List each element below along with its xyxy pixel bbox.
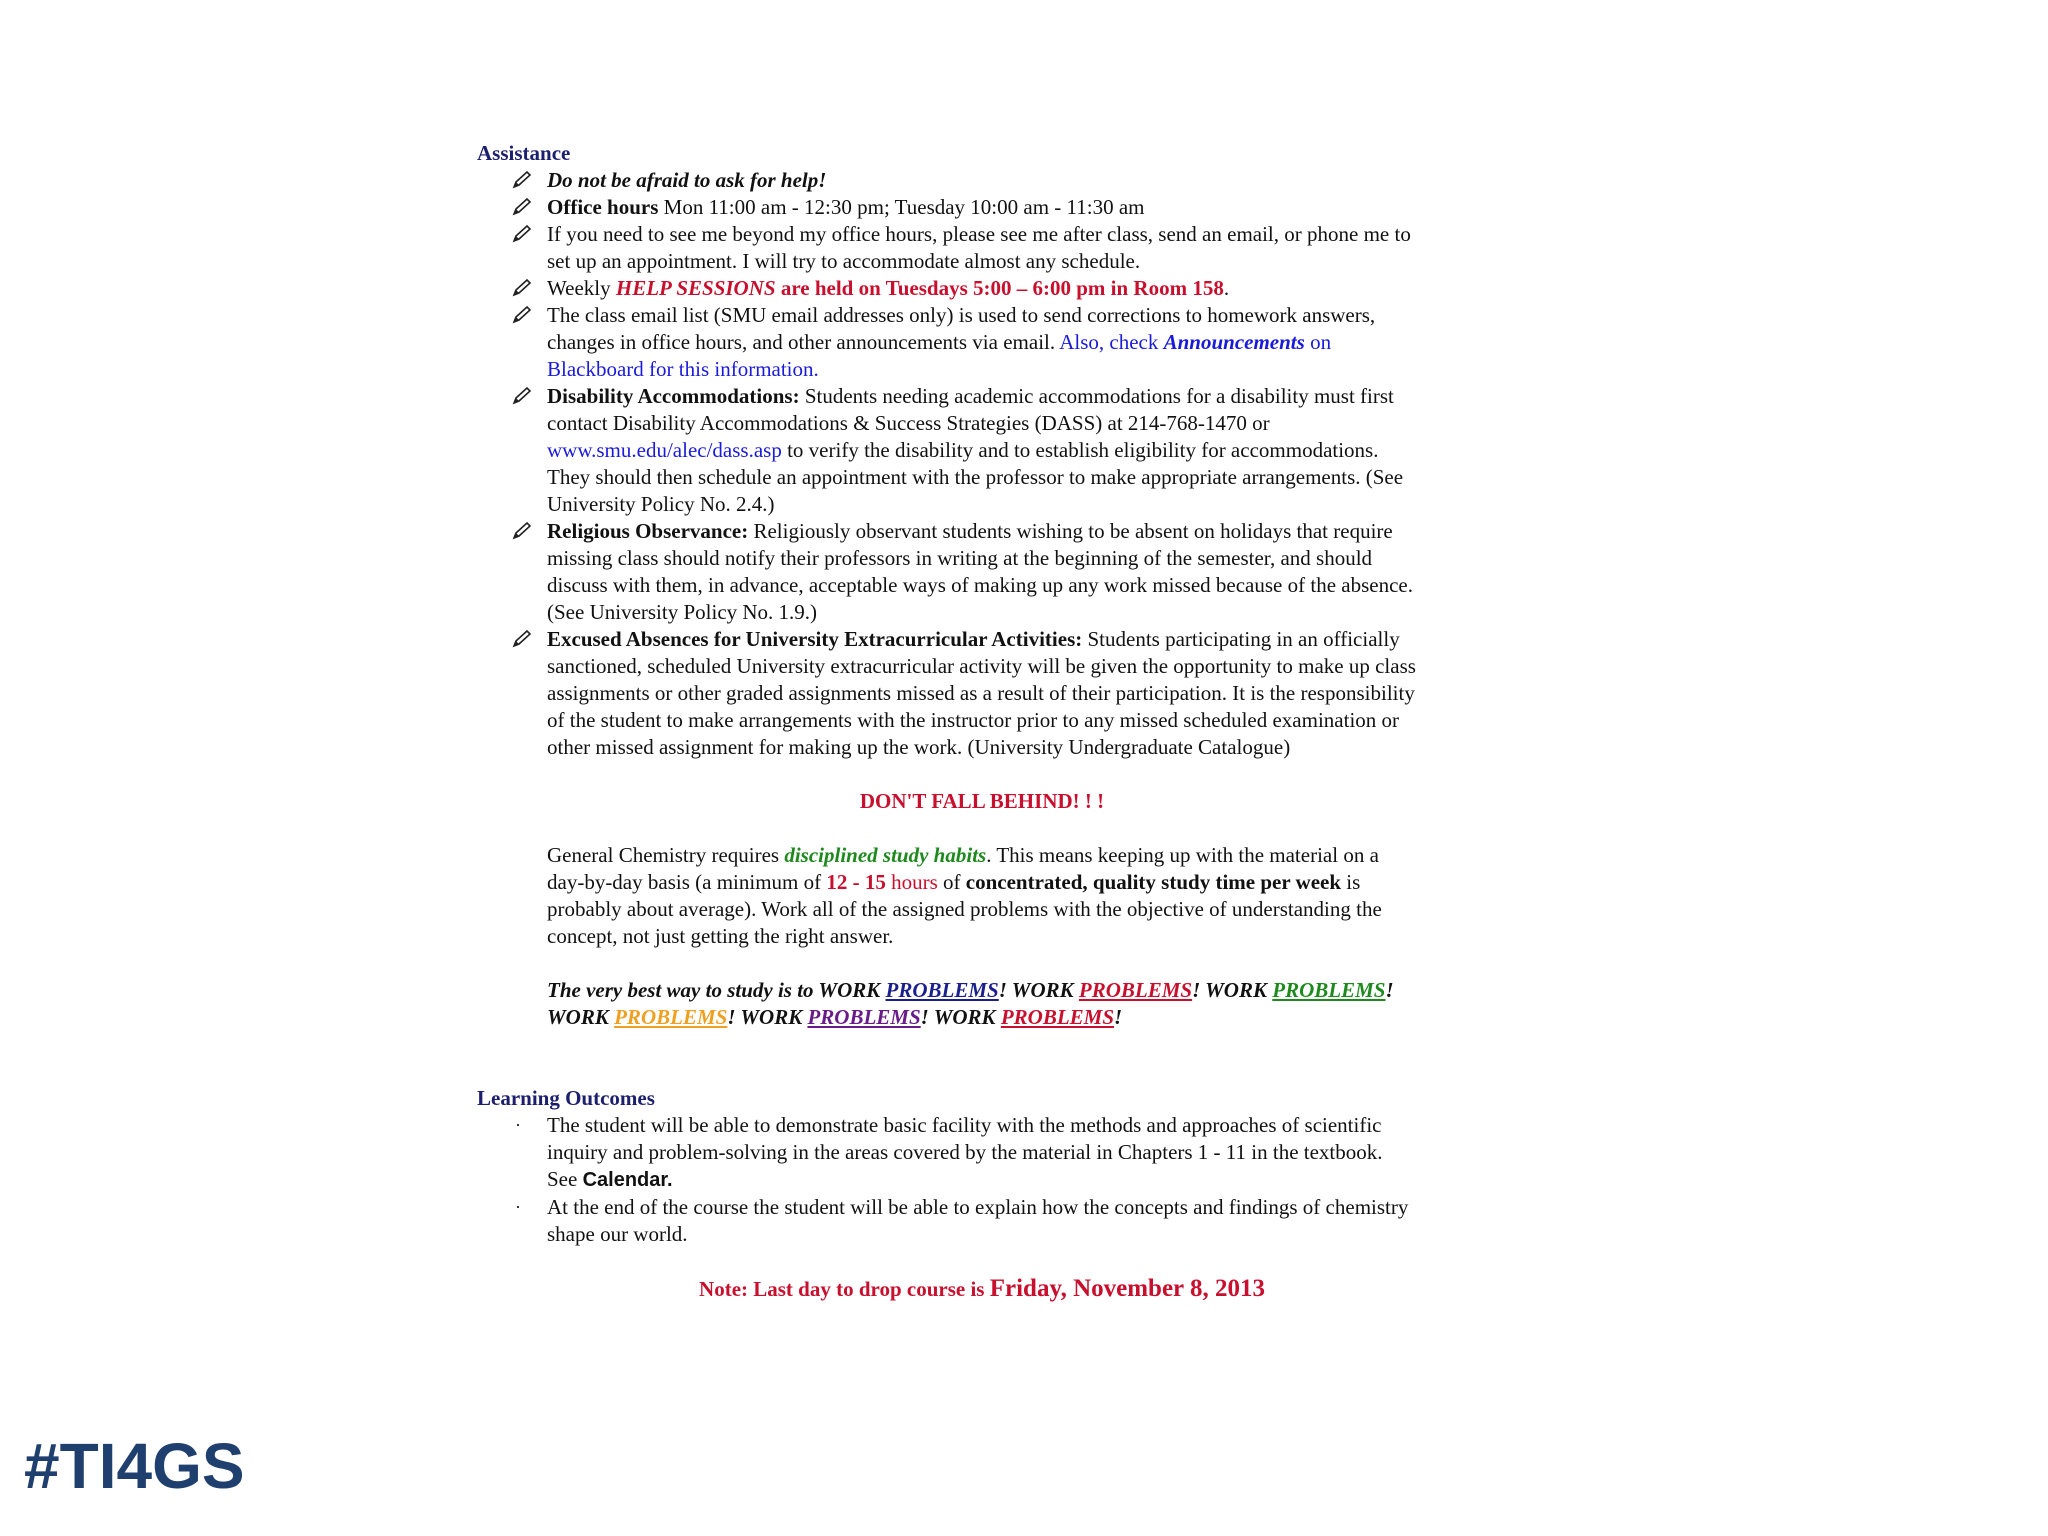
pencil-icon bbox=[511, 629, 533, 649]
pencil-icon bbox=[511, 305, 533, 325]
work-sep-2: ! WORK bbox=[1192, 978, 1273, 1002]
assistance-heading: Assistance bbox=[477, 141, 571, 165]
problems-word-5: PROBLEMS bbox=[807, 1005, 921, 1029]
drop-note-text: Note: Last day to drop course is bbox=[699, 1277, 990, 1301]
pencil-icon bbox=[511, 521, 533, 541]
dot-bullet-icon: · bbox=[515, 1197, 521, 1217]
work-sep-5: ! WORK bbox=[920, 1005, 1001, 1029]
list-item bbox=[477, 302, 1417, 383]
list-item bbox=[477, 1194, 1417, 1248]
outcome-1-text: The student will be able to demonstrate basic facility with the methods and approaches of scientific inquiry and problem-solving in the areas covered by the material in Chapters 1 - 11 in the textbook. See bbox=[547, 1113, 1383, 1191]
work-end: ! bbox=[1114, 1005, 1123, 1029]
list-item bbox=[477, 626, 1417, 761]
problems-word-1: PROBLEMS bbox=[885, 978, 999, 1002]
work-sep-3: ! WORK bbox=[547, 978, 1394, 1029]
study-time-bold: concentrated, quality study time per week bbox=[965, 870, 1342, 894]
period: . bbox=[1223, 276, 1230, 300]
study-text-4: is probably about average). Work all of the assigned problems with the objective of understanding the concept, not just getting the right answer. bbox=[547, 870, 1382, 948]
list-item bbox=[477, 194, 1417, 221]
disability-text-2: to verify the disability and to establish eligibility for accommodations. They should then schedule an appointment with the professor to make appropriate arrangements. (See University Policy No. 2.4.) bbox=[547, 438, 1404, 516]
drop-note bbox=[477, 1275, 1417, 1303]
help-sessions-text: HELP SESSIONS bbox=[615, 276, 776, 300]
dot-bullet-icon: · bbox=[515, 1115, 521, 1135]
pencil-icon bbox=[511, 386, 533, 406]
study-text-2: . This means keeping up with the material on a day-by-day basis (a minimum of bbox=[547, 843, 1379, 894]
excused-text: Students participating in an officially sanctioned, scheduled University extracurricular activity will be given the opportunity to make up class assignments or other graded assignments missed as a result of their participation. It is the responsibility of the student to make arrangements with the instructor prior to any missed scheduled examination or other missed assignment for making up the work. (University Undergraduate Catalogue) bbox=[547, 627, 1416, 759]
work-problems-line bbox=[477, 977, 1417, 1031]
pencil-icon bbox=[511, 278, 533, 298]
pencil-icon bbox=[511, 170, 533, 190]
help-text: Do not be afraid to ask for help! bbox=[547, 168, 827, 192]
list-item bbox=[477, 275, 1417, 302]
pencil-icon bbox=[511, 197, 533, 217]
brand-hashtag: #TI4GS bbox=[24, 1430, 245, 1502]
list-item bbox=[477, 518, 1417, 626]
religious-label: Religious Observance: bbox=[547, 519, 749, 543]
religious-text: Religiously observant students wishing to be absent on holidays that require missing class should notify their professors in writing at the beginning of the semester, and should discuss with them, in advance, acceptable ways of making up any work missed because of the absence. (See University Policy No. 1.9.) bbox=[547, 519, 1413, 624]
work-lead: The very best way to study is to WORK bbox=[547, 978, 886, 1002]
syllabus-page bbox=[477, 140, 1417, 1303]
hours-label: hours bbox=[885, 870, 938, 894]
learning-outcomes-heading: Learning Outcomes bbox=[477, 1086, 655, 1110]
problems-word-2: PROBLEMS bbox=[1078, 978, 1193, 1002]
email-list-text: The class email list (SMU email addresses only) is used to send corrections to homework answers, changes in office hours, and other announcements via email. bbox=[547, 303, 1376, 354]
problems-word-4: PROBLEMS bbox=[614, 1005, 728, 1029]
help-sessions-time: are held on Tuesdays 5:00 – 6:00 pm in Room 158 bbox=[775, 276, 1224, 300]
study-text-1: General Chemistry requires bbox=[547, 843, 785, 867]
calendar-text: Calendar. bbox=[582, 1169, 673, 1191]
hours-range: 12 - 15 bbox=[826, 870, 886, 894]
problems-word-3: PROBLEMS bbox=[1272, 978, 1386, 1002]
assistance-list bbox=[477, 167, 1417, 761]
also-check-text: Also, check bbox=[1059, 330, 1164, 354]
list-item bbox=[477, 383, 1417, 518]
problems-word-6: PROBLEMS bbox=[1000, 1005, 1115, 1029]
list-item bbox=[477, 221, 1417, 275]
outcome-2-text: At the end of the course the student will be able to explain how the concepts and findings of chemistry shape our world. bbox=[547, 1195, 1409, 1246]
work-sep-4: ! WORK bbox=[727, 1005, 808, 1029]
study-habits: disciplined study habits bbox=[784, 843, 987, 867]
disability-text: Students needing academic accommodations for a disability must first contact Disability Accommodations & Success Strategies (DASS) at 214-768-1470 or bbox=[547, 384, 1394, 435]
list-item bbox=[477, 167, 1417, 194]
weekly-text: Weekly bbox=[547, 276, 616, 300]
study-paragraph bbox=[477, 842, 1417, 950]
dass-link[interactable]: www.smu.edu/alec/dass.asp bbox=[547, 438, 782, 462]
appointment-text: If you need to see me beyond my office hours, please see me after class, send an email, or phone me to set up an appointment. I will try to accommodate almost any schedule. bbox=[547, 222, 1411, 273]
blackboard-text: on Blackboard for this information. bbox=[547, 330, 1332, 381]
dont-fall-behind: DON'T FALL BEHIND! ! ! bbox=[859, 789, 1105, 813]
announcements-text: Announcements bbox=[1163, 330, 1305, 354]
outcomes-list bbox=[477, 1112, 1417, 1248]
office-hours-label: Office hours bbox=[547, 195, 659, 219]
pencil-icon bbox=[511, 224, 533, 244]
excused-label: Excused Absences for University Extracurricular Activities: bbox=[547, 627, 1083, 651]
work-sep-1: ! WORK bbox=[998, 978, 1079, 1002]
list-item bbox=[477, 1112, 1417, 1194]
disability-label: Disability Accommodations: bbox=[547, 384, 800, 408]
office-hours-text: Mon 11:00 am - 12:30 pm; Tuesday 10:00 am - 11:30 am bbox=[658, 195, 1145, 219]
study-text-3: of bbox=[937, 870, 966, 894]
drop-date: Friday, November 8, 2013 bbox=[989, 1275, 1265, 1302]
